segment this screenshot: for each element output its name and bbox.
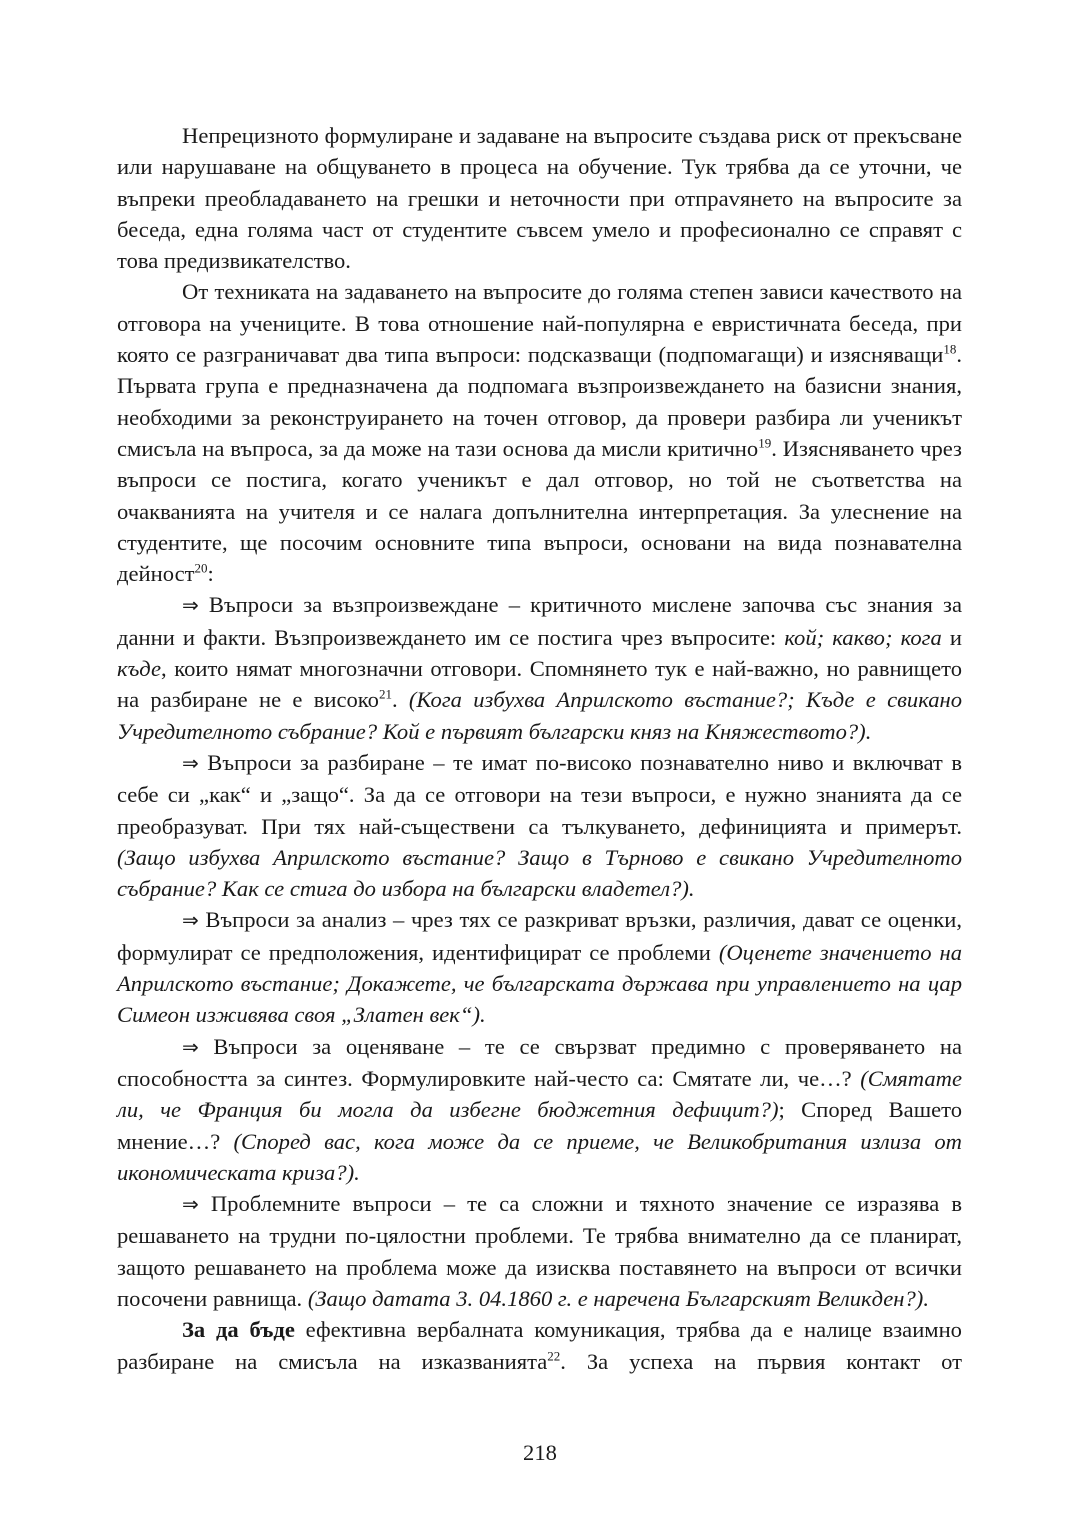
bullet-paragraph-b3 [117,904,962,1030]
italic-example: (Оценете значението на Априлското въстание; Докажете, че българската държава при управлението на цар Симеон изживява своя „Златен век“). [117,939,962,1028]
text-run: Въпроси за анализ – чрез тях се разкриват връзки, различия, дават се оценки, формулират се предположения, идентифицират се проблеми [117,907,962,965]
footnote-ref: 22 [547,1348,561,1364]
italic-example: къде [117,656,162,682]
text-run: ; Според Вашето мнение…? [117,1097,962,1154]
footnote-ref: 19 [758,435,772,451]
italic-example: (Защо датата 3. 04.1860 г. е наречена Българският Великден?). [307,1285,929,1311]
text-run: . За успеха на първия контакт от [560,1348,962,1374]
paragraph-p2 [117,276,962,589]
footnote-ref: 20 [194,560,208,576]
paragraph-p1 [117,120,962,276]
text-run: Въпроси за оценяване – те се свързват предимно с проверяването на способността за синтез. Формулировките най-често са: Смятате ли, че…? [117,1033,962,1091]
arrow-icon: ⇒ [182,593,199,618]
footnote-ref: 18 [943,341,957,357]
bold-lead: За да бъде [182,1317,295,1343]
bullet-paragraph-b5 [117,1188,962,1314]
bullet-paragraph-b1 [117,589,962,746]
arrow-icon: ⇒ [182,1034,199,1059]
italic-example: (Кога избухва Априлското въстание?; Къде е свикано Учредителното събрание? Кой е първият български княз на Княжеството?). [117,687,963,744]
text-run: Въпроси за възпроизвеждане – критичното мислене започва със знания за данни и факти. Възпроизвеждането им се постига чрез въпросите: [117,592,962,650]
text-run: Проблемните въпроси – те са сложни и тяхното значение се изразява в решаването на трудни по-цялостни проблеми. Те трябва внимателно да се планират, защото решаването на проблема може да изисква поставянето на въпроси от всички посочени равнища. [117,1191,962,1311]
body-text [117,120,962,1377]
text-run: . Изясняването чрез въпроси се постига, когато ученикът е дал отговор, но той не съответства на очакванията на учителя и се налага допълнителна интерпретация. За улеснение на студентите, ще посочим основните типа въпроси, основани на вида познавателна дейност [117,435,962,587]
text-run: Въпроси за разбиране – те имат по-високо познавателно ниво и включват в себе си „как“ и „защо“. За да се отговори на тези въпроси, е нужно знанията да се преобразуват. При тях най-съществени са тълкуването, дефиницията и примерът. [117,749,962,839]
paragraph-p3 [117,1314,962,1377]
text-run: и [941,624,962,650]
arrow-icon: ⇒ [182,750,199,775]
italic-example: (Според вас, кога може да се приеме, че Великобритания излиза от икономическата криза?). [117,1128,962,1185]
text-run: ефективна вербалната комуникация, трябва да е налице взаимно разбиране на смисъла на изказванията [117,1317,962,1374]
text-run: . [391,687,409,713]
text-run: , които нямат многозначни отговори. Спомнянето тук е най-важно, но равнището на разбиране не е високо [117,656,962,713]
italic-example: (Защо избухва Априлското въстание? Защо в Търново е свикано Учредителното събрание? Как се стига до избора на български владетел?). [117,844,962,902]
text-run: От техниката на задаването на въпросите до голяма степен зависи качеството на отговора на учениците. В това отношение най-популярна е евристичната беседа, при която се разграничават два типа въпроси: подсказващи (подпомагащи) и изясняващи [117,279,962,368]
italic-example: кой; какво; кога [784,624,942,650]
footnote-ref: 21 [378,686,392,702]
text-run: : [207,561,214,587]
bullet-paragraph-b2 [117,747,962,904]
page-number: 218 [523,1440,557,1465]
arrow-icon: ⇒ [182,1192,199,1217]
bullet-paragraph-b4 [117,1031,962,1188]
text-run: Непрецизното формулиране и задаване на въпросите създава риск от прекъсване или нарушаване на общуването в процеса на обучение. Тук трябва да се уточни, че въпреки преобладаването на грешки и неточности при отпраvянето на въпросите за беседа, една голяма част от студентите съвсем умело и професионално се справят с това предизвикателство. [117,123,962,274]
text-run: . Първата група е предназначена да подпомага възпроизвеждането на базисни знания, необходими за реконструирането на точен отговор, да провери разбира ли ученикът смисъла на въпроса, за да може на тази основа да мисли критично [117,342,962,461]
italic-example: (Смятате ли, че Франция би могла да избегне бюджетния дефицит?) [117,1065,962,1123]
arrow-icon: ⇒ [182,908,199,933]
